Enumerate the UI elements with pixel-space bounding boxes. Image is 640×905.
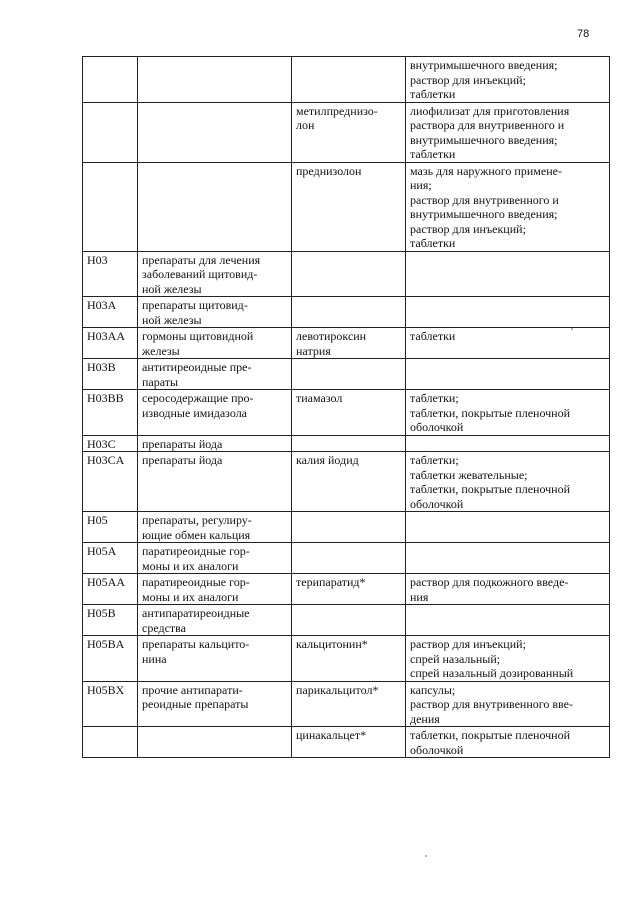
atc-code-cell: H03CA	[83, 452, 138, 512]
group-cell: паратиреоидные гор- моны и их аналоги	[138, 574, 292, 605]
table-row	[83, 636, 610, 682]
atc-code-cell: H05B	[83, 605, 138, 636]
table-row	[83, 435, 610, 452]
atc-code-cell	[83, 102, 138, 162]
scan-speck	[425, 855, 427, 857]
table-row	[83, 681, 610, 727]
atc-code-cell	[83, 57, 138, 103]
table-row	[83, 328, 610, 359]
group-cell	[138, 162, 292, 251]
group-cell: гормоны щитовидной железы	[138, 328, 292, 359]
group-cell: паратиреоидные гор- моны и их аналоги	[138, 543, 292, 574]
drug-cell: тиамазол	[292, 390, 406, 436]
dosage-form-cell	[406, 435, 610, 452]
dosage-form-cell: таблетки; таблетки жевательные; таблетки, покрытые пленочной оболочкой	[406, 452, 610, 512]
dosage-form-cell: внутримышечного введения; раствор для инъекций; таблетки	[406, 57, 610, 103]
dosage-form-cell: таблетки; таблетки, покрытые пленочной оболочкой	[406, 390, 610, 436]
group-cell: препараты кальцито- нина	[138, 636, 292, 682]
dosage-form-cell: раствор для инъекций; спрей назальный; спрей назальный дозированный	[406, 636, 610, 682]
table-row	[83, 727, 610, 758]
dosage-form-cell: раствор для подкожного введе- ния	[406, 574, 610, 605]
table-row	[83, 102, 610, 162]
atc-code-cell	[83, 162, 138, 251]
dosage-form-cell	[406, 359, 610, 390]
drug-cell: калия йодид	[292, 452, 406, 512]
atc-code-cell: H05BA	[83, 636, 138, 682]
drug-cell: цинакальцет*	[292, 727, 406, 758]
drug-cell	[292, 359, 406, 390]
table-row	[83, 452, 610, 512]
atc-code-cell: H03AA	[83, 328, 138, 359]
drug-cell: преднизолон	[292, 162, 406, 251]
table-row	[83, 57, 610, 103]
table-row	[83, 359, 610, 390]
dosage-form-cell: лиофилизат для приготовления раствора для внутривенного и внутримышечного введения; таблетки	[406, 102, 610, 162]
atc-code-cell: H03BB	[83, 390, 138, 436]
table-row	[83, 297, 610, 328]
table-row	[83, 512, 610, 543]
atc-code-cell	[83, 727, 138, 758]
group-cell	[138, 57, 292, 103]
dosage-form-cell	[406, 512, 610, 543]
atc-code-cell: H05BX	[83, 681, 138, 727]
atc-code-cell: H03	[83, 251, 138, 297]
group-cell: препараты, регулиру- ющие обмен кальция	[138, 512, 292, 543]
group-cell: препараты йода	[138, 452, 292, 512]
dosage-form-cell	[406, 251, 610, 297]
group-cell: препараты для лечения заболеваний щитовид- ной железы	[138, 251, 292, 297]
dosage-form-cell: капсулы; раствор для внутривенного вве- дения	[406, 681, 610, 727]
atc-code-cell: H05A	[83, 543, 138, 574]
atc-code-cell: H03A	[83, 297, 138, 328]
group-cell: прочие антипарати- реоидные препараты	[138, 681, 292, 727]
table-row	[83, 251, 610, 297]
drug-cell: кальцитонин*	[292, 636, 406, 682]
drug-cell	[292, 605, 406, 636]
dosage-form-cell: таблетки	[406, 328, 610, 359]
group-cell: антипаратиреоидные средства	[138, 605, 292, 636]
drug-cell	[292, 512, 406, 543]
group-cell: серосодержащие про- изводные имидазола	[138, 390, 292, 436]
dosage-form-cell	[406, 605, 610, 636]
table-row	[83, 162, 610, 251]
atc-code-cell: H05	[83, 512, 138, 543]
dosage-form-cell: мазь для наружного примене- ния; раствор для внутривенного и внутримышечного введения; раствор для инъекций; таблетки	[406, 162, 610, 251]
table-row	[83, 390, 610, 436]
atc-code-cell: H03C	[83, 435, 138, 452]
dosage-form-cell	[406, 297, 610, 328]
dosage-form-cell: таблетки, покрытые пленочной оболочкой	[406, 727, 610, 758]
drug-cell: метилпреднизо- лон	[292, 102, 406, 162]
table-row	[83, 543, 610, 574]
drug-cell	[292, 251, 406, 297]
drug-cell	[292, 57, 406, 103]
dosage-form-cell	[406, 543, 610, 574]
scan-speck	[571, 328, 573, 330]
group-cell	[138, 102, 292, 162]
drug-cell	[292, 543, 406, 574]
group-cell: препараты щитовид- ной железы	[138, 297, 292, 328]
table-row	[83, 574, 610, 605]
drug-table	[82, 56, 610, 758]
drug-cell	[292, 435, 406, 452]
atc-code-cell: H05AA	[83, 574, 138, 605]
drug-cell	[292, 297, 406, 328]
group-cell	[138, 727, 292, 758]
drug-cell: терипаратид*	[292, 574, 406, 605]
page-number: 78	[577, 28, 590, 40]
table-row	[83, 605, 610, 636]
drug-cell: левотироксин натрия	[292, 328, 406, 359]
group-cell: антитиреоидные пре- параты	[138, 359, 292, 390]
group-cell: препараты йода	[138, 435, 292, 452]
atc-code-cell: H03B	[83, 359, 138, 390]
drug-cell: парикальцитол*	[292, 681, 406, 727]
